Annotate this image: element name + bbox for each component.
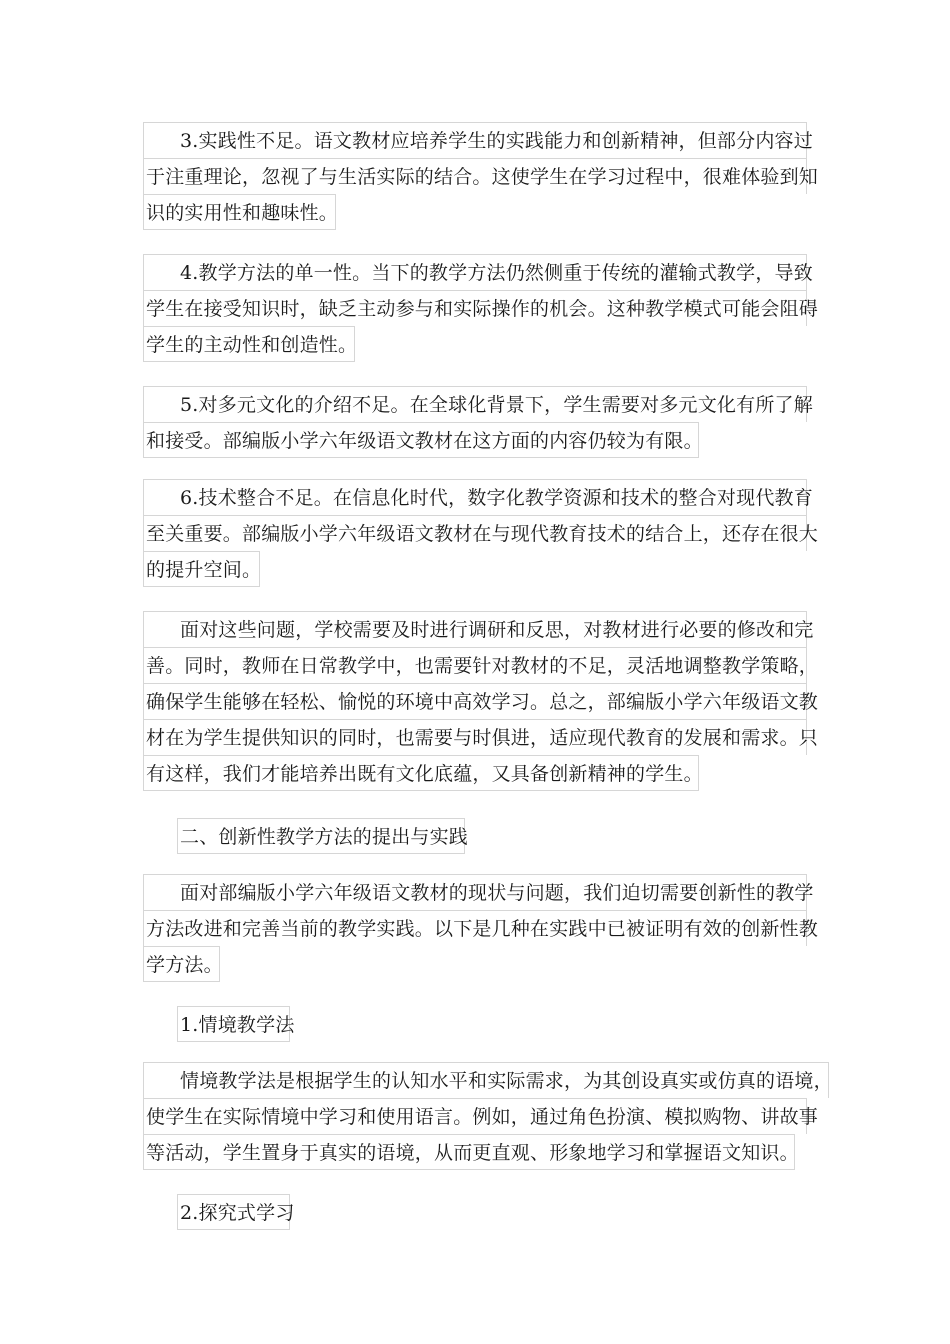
text-line: 的提升空间。 (143, 551, 260, 587)
text-line: 方法改进和完善当前的教学实践。以下是几种在实践中已被证明有效的创新性教 (143, 910, 807, 946)
paragraph-practicality (143, 122, 819, 230)
text-line: 学生在接受知识时，缺乏主动参与和实际操作的机会。这种教学模式可能会阻碍 (143, 290, 807, 326)
text-line: 材在为学生提供知识的同时，也需要与时俱进，适应现代教育的发展和需求。只 (143, 719, 807, 755)
text-line: 至关重要。部编版小学六年级语文教材在与现代教育技术的结合上，还存在很大 (143, 515, 807, 551)
subheading-inquiry (177, 1194, 295, 1230)
paragraph-teaching-method (143, 254, 819, 362)
text-line: 学生的主动性和创造性。 (143, 326, 355, 362)
text-line: 5.对多元文化的介绍不足。在全球化背景下，学生需要对多元文化有所了解 (143, 386, 807, 422)
paragraph-technology (143, 479, 819, 587)
text-line: 确保学生能够在轻松、愉悦的环境中高效学习。总之，部编版小学六年级语文教 (143, 683, 807, 719)
text-line: 情境教学法是根据学生的认知水平和实际需求，为其创设真实或仿真的语境， (143, 1062, 829, 1098)
text-line: 识的实用性和趣味性。 (143, 194, 336, 230)
section-heading (177, 818, 469, 854)
text-line: 6.技术整合不足。在信息化时代，数字化教学资源和技术的整合对现代教育 (143, 479, 807, 515)
heading-line: 二、创新性教学方法的提出与实践 (177, 818, 465, 854)
text-line: 学方法。 (143, 946, 220, 982)
text-line: 4.教学方法的单一性。当下的教学方法仍然侧重于传统的灌输式教学，导致 (143, 254, 807, 290)
heading-line: 2.探究式学习 (177, 1194, 290, 1230)
paragraph-situational (143, 1062, 833, 1170)
text-line: 等活动，学生置身于真实的语境，从而更直观、形象地学习和掌握语文知识。 (143, 1134, 795, 1170)
subheading-situational (177, 1006, 295, 1042)
text-line: 使学生在实际情境中学习和使用语言。例如，通过角色扮演、模拟购物、讲故事 (143, 1098, 807, 1134)
text-line: 面对这些问题，学校需要及时进行调研和反思，对教材进行必要的修改和完 (143, 611, 807, 647)
text-line: 善。同时，教师在日常教学中，也需要针对教材的不足，灵活地调整教学策略， (143, 647, 807, 683)
paragraph-summary (143, 611, 819, 791)
text-line: 有这样，我们才能培养出既有文化底蕴，又具备创新精神的学生。 (143, 755, 699, 791)
text-line: 和接受。部编版小学六年级语文教材在这方面的内容仍较为有限。 (143, 422, 699, 458)
text-line: 面对部编版小学六年级语文教材的现状与问题，我们迫切需要创新性的教学 (143, 874, 807, 910)
heading-line: 1.情境教学法 (177, 1006, 290, 1042)
paragraph-multiculture (143, 386, 813, 458)
text-line: 3.实践性不足。语文教材应培养学生的实践能力和创新精神，但部分内容过 (143, 122, 807, 158)
text-line: 于注重理论，忽视了与生活实际的结合。这使学生在学习过程中，很难体验到知 (143, 158, 807, 194)
paragraph-introduction (143, 874, 819, 982)
